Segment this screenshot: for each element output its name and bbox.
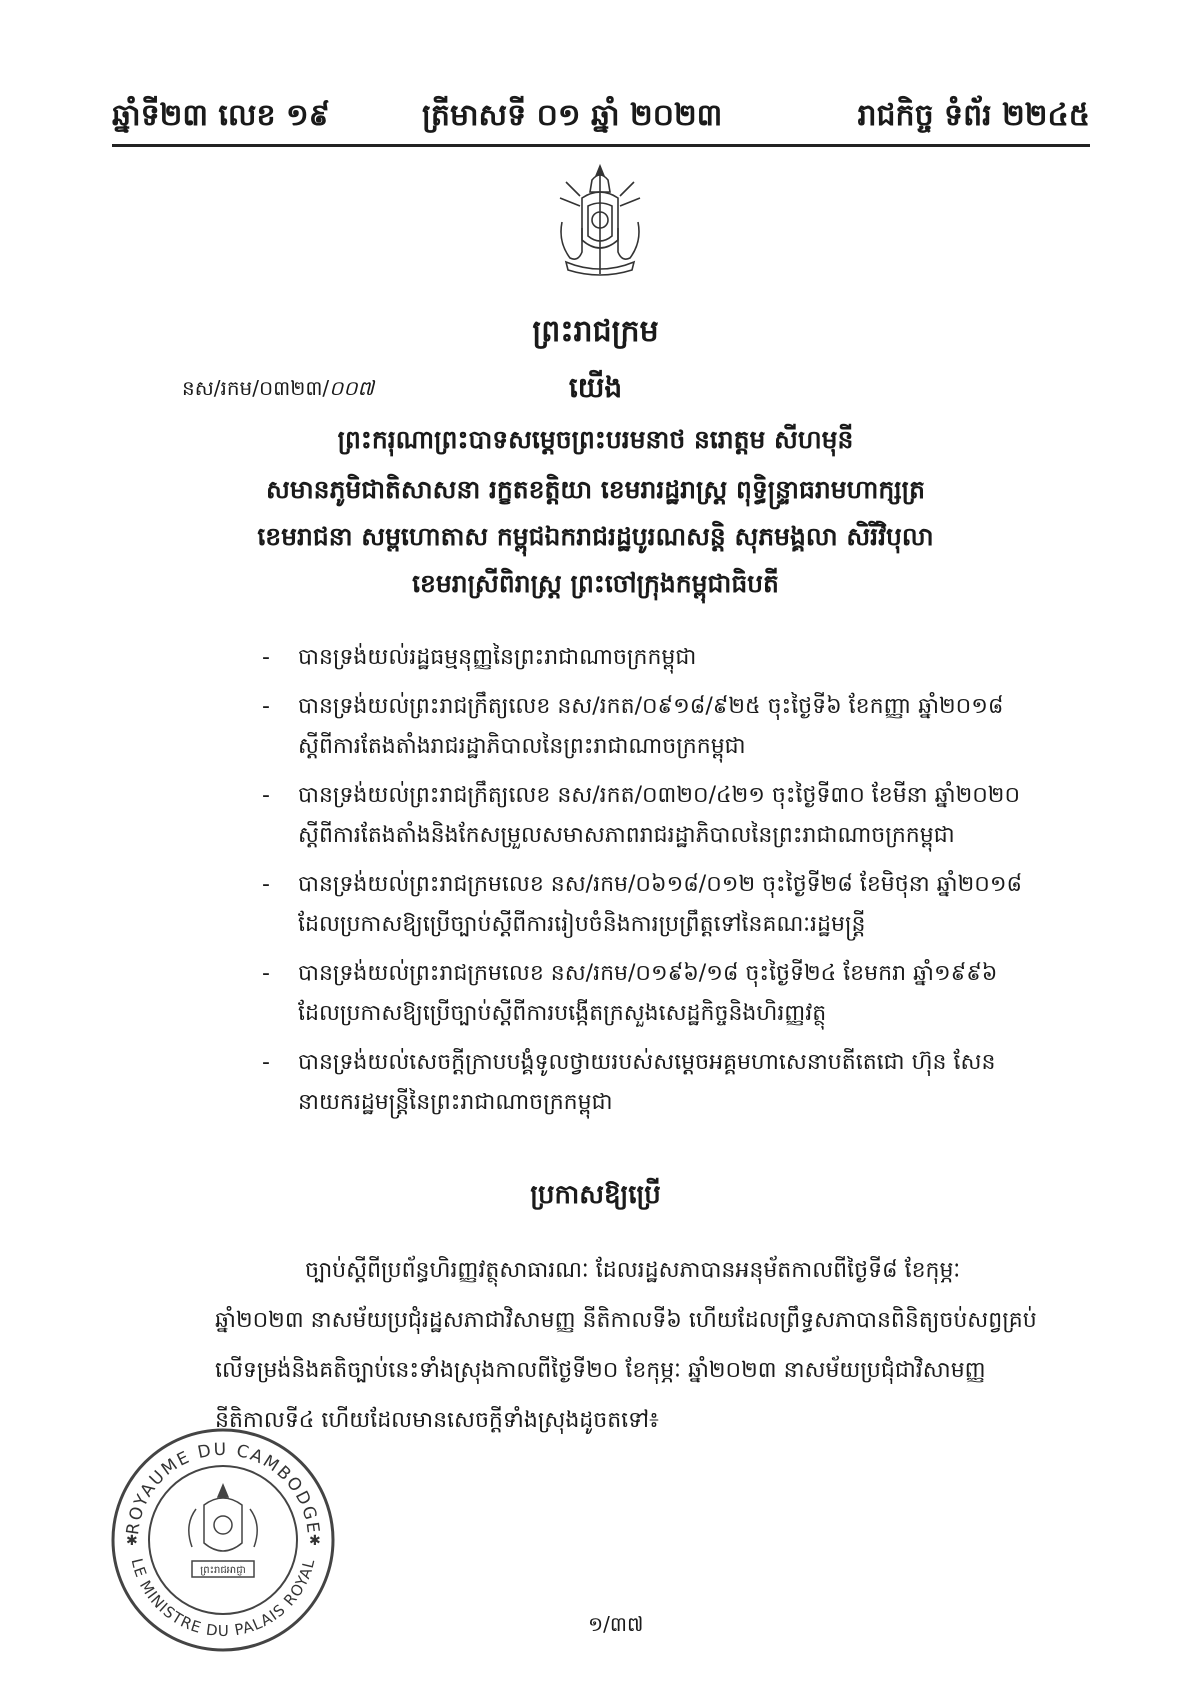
royal-title-line: ព្រះករុណាព្រះបាទសម្តេចព្រះបរមនាថ នរោត្តម សីហមុនី: [337, 425, 854, 454]
seal-top-text: ROYAUME DU CAMBODGE: [122, 1439, 323, 1537]
visa-line: បានទ្រង់យល់រដ្ឋធម្មនុញ្ញនៃព្រះរាជាណាចក្រកម្ពុជា: [298, 645, 697, 670]
royal-title-line: ខេមរាស្រីពិរាស្ត្រ ព្រះចៅក្រុងកម្ពុជាធិបតី: [412, 569, 779, 598]
visa-item: [258, 865, 1058, 945]
visa-item: [258, 776, 1058, 856]
seal-bottom-text: LE MINISTRE DU PALAIS ROYAL: [127, 1556, 319, 1641]
body-line: ឆ្នាំ២០២៣ នាសម័យប្រជុំរដ្ឋសភាជាវិសាមញ្ញ នីតិកាលទី៦ ហើយដែលព្រឹទ្ធសភាបានពិនិត្យចប់សព្វគ្រប់: [215, 1308, 1037, 1333]
body-line: នីតិកាលទី៤ ហើយដែលមានសេចក្តីទាំងស្រុងដូចតទៅ៖: [215, 1408, 659, 1433]
visa-line: បានទ្រង់យល់សេចក្តីក្រាបបង្គំទូលថ្វាយរបស់សម្តេចអគ្គមហាសេនាបតីតេជោ ហ៊ុន សែន: [298, 1050, 996, 1075]
visa-line: ដែលប្រកាសឱ្យប្រើច្បាប់ស្តីពីការរៀបចំនិងការប្រព្រឹត្តទៅនៃគណៈរដ្ឋមន្ត្រី: [298, 912, 866, 937]
visa-line: បានទ្រង់យល់ព្រះរាជក្រមលេខ នស/រកម/០៦១៨/០១២ ចុះថ្ងៃទី២៨ ខែមិថុនា ឆ្នាំ២០១៨: [298, 872, 1023, 897]
visa-item: [258, 954, 1058, 1034]
promulgate-heading: ប្រកាសឱ្យប្រើ: [530, 1180, 661, 1210]
decree-number-prefix: នស/រកម/០៣២៣/: [182, 376, 330, 400]
body-line: លើទម្រង់និងគតិច្បាប់នេះទាំងស្រុងកាលពីថ្ងៃទី២០ ខែកុម្ភៈ ឆ្នាំ២០២៣ នាសម័យប្រជុំជាវិសាមញ្ញ: [215, 1358, 986, 1383]
visa-line: ដែលប្រកាសឱ្យប្រើច្បាប់ស្តីពីការបង្កើតក្រសួងសេដ្ឋកិច្ចនិងហិរញ្ញវត្ថុ: [298, 1001, 827, 1026]
gazette-year-issue: ឆ្នាំទី២៣ លេខ ១៩: [112, 98, 330, 133]
seal-label: ព្រះរាជអាជ្ញា: [200, 1565, 246, 1576]
visa-dash: -: [262, 872, 270, 897]
visa-line: បានទ្រង់យល់ព្រះរាជក្រឹត្យលេខ នស/រកត/០៣២០/៤២១ ចុះថ្ងៃទី៣០ ខែមីនា ឆ្នាំ២០២០: [298, 783, 1021, 808]
visa-line: នាយករដ្ឋមន្ត្រីនៃព្រះរាជាណាចក្រកម្ពុជា: [298, 1090, 613, 1115]
visa-item: [258, 687, 1058, 767]
visa-list: [258, 638, 1058, 1132]
svg-text:✱: ✱: [126, 1533, 138, 1549]
document-title: ព្រះរាជក្រម: [532, 314, 659, 349]
we-heading: យើង: [568, 371, 623, 404]
gazette-page: រាជកិច្ច ទំព័រ ២២៤៥: [857, 98, 1090, 133]
page-number: ១/៣៧: [588, 1612, 644, 1636]
body-paragraph: [215, 1246, 1040, 1446]
decree-number-suffix: ០០៧: [329, 376, 374, 400]
visa-dash: -: [262, 783, 270, 808]
royal-title-line: សមានភូមិជាតិសាសនា រក្ខតខត្តិយា ខេមរារដ្ឋរាស្ត្រ ពុទ្ធិន្ទ្រាធរាមហាក្សត្រ: [266, 475, 925, 504]
royal-palace-seal-icon: [108, 1425, 338, 1655]
visa-dash: -: [262, 1050, 270, 1075]
visa-item: [258, 1043, 1058, 1123]
royal-coat-of-arms-icon: [552, 162, 648, 280]
body-line: ច្បាប់ស្តីពីប្រព័ន្ធហិរញ្ញវត្ថុសាធារណៈ ដែលរដ្ឋសភាបានអនុម័តកាលពីថ្ងៃទី៨ ខែកុម្ភៈ: [305, 1258, 961, 1283]
gazette-header: [112, 92, 1090, 147]
visa-line: បានទ្រង់យល់ព្រះរាជក្រឹត្យលេខ នស/រកត/០៩១៨/៩២៥ ចុះថ្ងៃទី៦ ខែកញ្ញា ឆ្នាំ២០១៨: [298, 694, 1004, 719]
royal-title-line: ខេមរាជនា សម្ពហោតាស កម្ពុជឯករាជរដ្ឋបូរណសន្តិ សុភមង្គលា សិរីវិបុលា: [257, 522, 934, 551]
visa-line: ស្តីពីការតែងតាំងនិងកែសម្រួលសមាសភាពរាជរដ្ឋាភិបាលនៃព្រះរាជាណាចក្រកម្ពុជា: [298, 823, 955, 848]
gazette-quarter: ត្រីមាសទី ០១ ឆ្នាំ ២០២៣: [422, 98, 723, 133]
visa-line: បានទ្រង់យល់ព្រះរាជក្រមលេខ នស/រកម/០១៩៦/១៨ ចុះថ្ងៃទី២៤ ខែមករា ឆ្នាំ១៩៩៦: [298, 961, 998, 986]
visa-dash: -: [262, 961, 270, 986]
visa-dash: -: [262, 694, 270, 719]
visa-dash: -: [262, 645, 270, 670]
svg-text:✱: ✱: [309, 1533, 321, 1549]
visa-line: ស្តីពីការតែងតាំងរាជរដ្ឋាភិបាលនៃព្រះរាជាណាចក្រកម្ពុជា: [298, 734, 746, 759]
visa-item: [258, 638, 1058, 678]
